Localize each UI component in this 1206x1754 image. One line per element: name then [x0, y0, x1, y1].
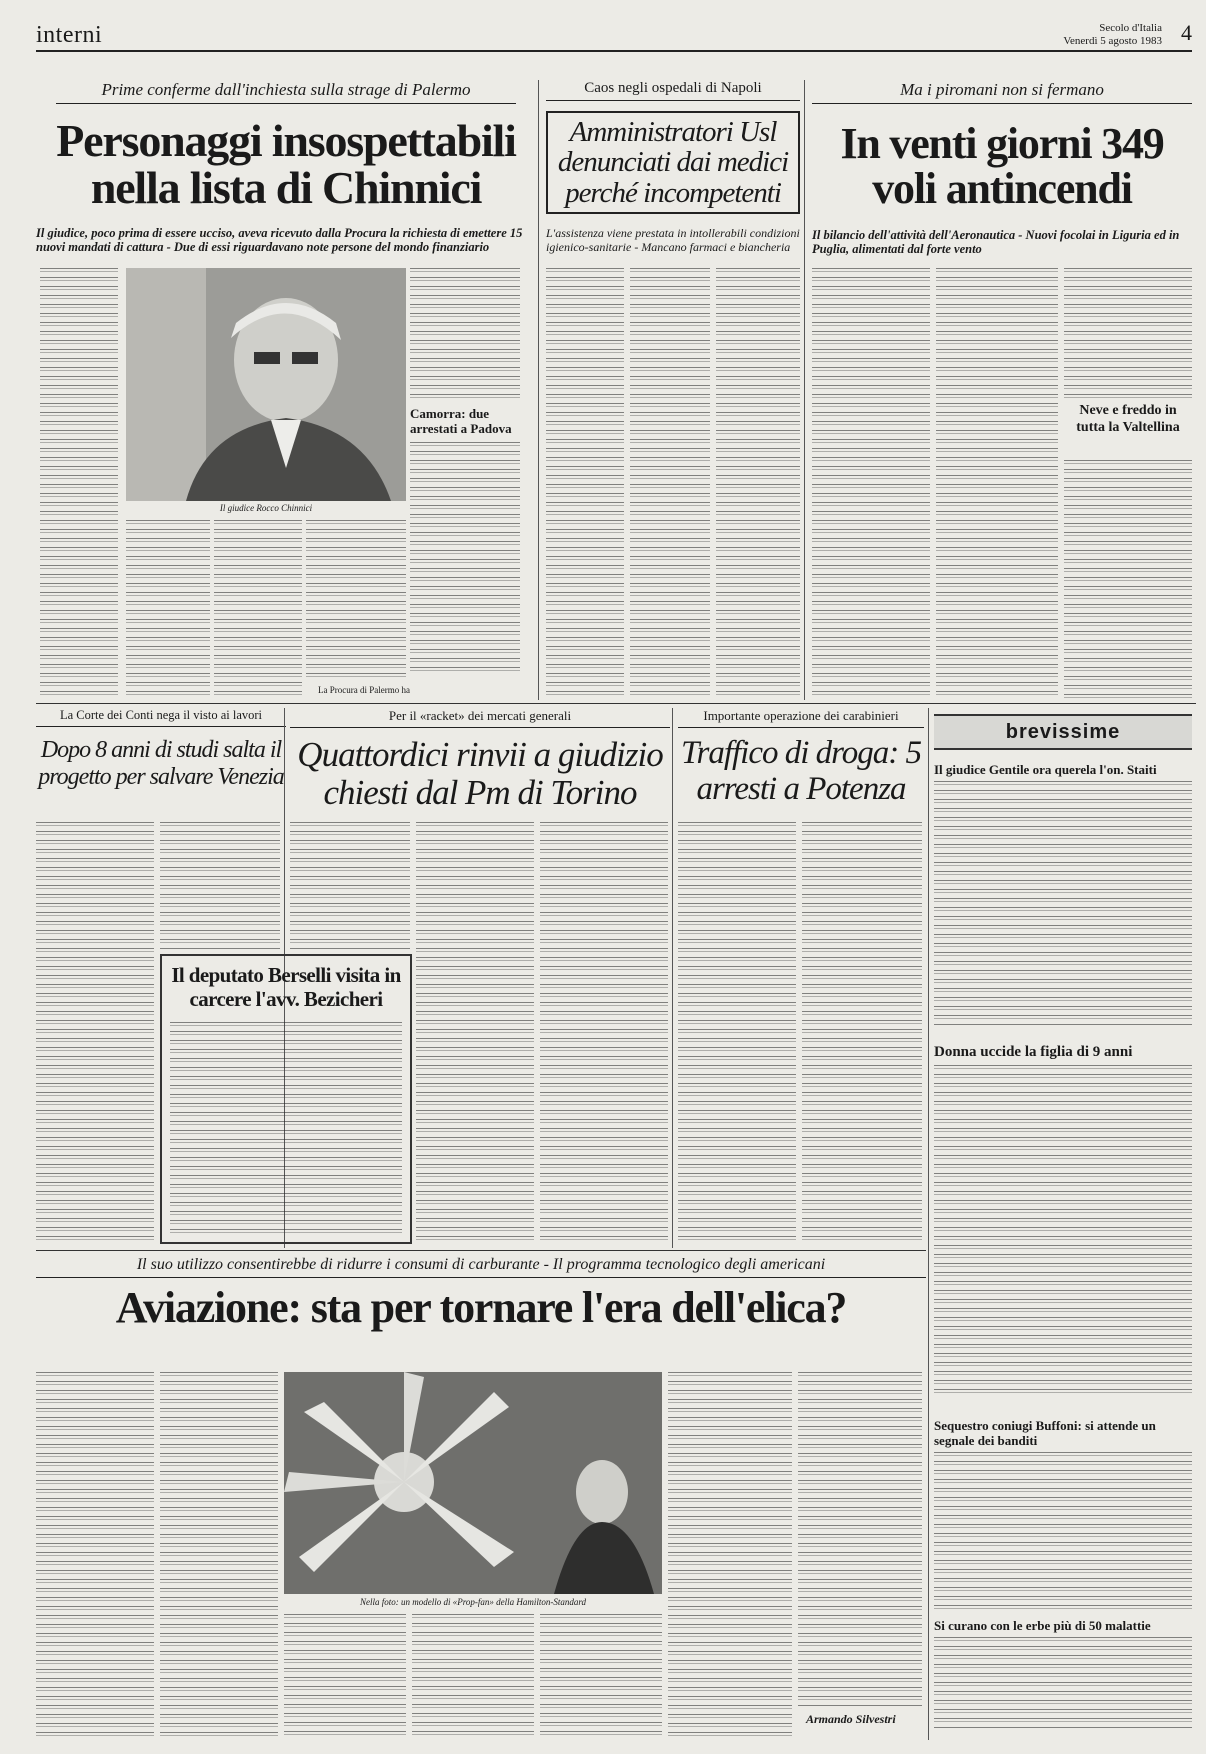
- article-potenza: [678, 708, 924, 807]
- text-column: [798, 1372, 922, 1706]
- text-column: [36, 822, 154, 1242]
- article-headline: Aviazione: sta per tornare l'era dell'elica?: [115, 1283, 847, 1332]
- box-title: Camorra: due arrestati a Padova: [410, 406, 512, 436]
- article-headline: Traffico di droga: 5 arresti a Potenza: [680, 735, 922, 807]
- photo-chinnici: [126, 268, 406, 501]
- text-column: [160, 822, 280, 950]
- article-headline: Quattordici rinvii a giudizio chiesti dal Pm di Torino: [297, 735, 663, 812]
- article-continuation: La Procura di Palermo ha: [318, 685, 410, 695]
- article-kicker: Importante operazione dei carabinieri: [678, 708, 924, 728]
- text-column: [36, 1372, 154, 1738]
- brief-item: [934, 1044, 1192, 1395]
- article-kicker: Ma i piromani non si fermano: [812, 80, 1192, 104]
- issue-meta: [1063, 22, 1162, 48]
- text-column: [934, 781, 1192, 1026]
- article-kicker: Per il «racket» dei mercati generali: [290, 708, 670, 728]
- article-kicker: Prime conferme dall'inchiesta sulla strage di Palermo: [56, 80, 516, 104]
- section-divider: [36, 703, 1196, 704]
- text-column: [678, 822, 796, 1242]
- column-rule: [928, 708, 929, 1740]
- article-headline: Il deputato Berselli visita in carcere l'avv. Bezicheri: [171, 963, 401, 1011]
- photo-caption: Nella foto: un modello di «Prop-fan» della Hamilton-Standard: [359, 1597, 587, 1607]
- text-column: [1064, 460, 1192, 698]
- brief-title: Il giudice Gentile ora querela l'on. Staiti: [934, 762, 1157, 777]
- text-column: [412, 1614, 534, 1738]
- article-deck: L'assistenza viene prestata in intollerabili condizioni igienico-sanitarie - Mancano farmaci e biancheria: [546, 226, 800, 255]
- column-rule: [538, 80, 539, 700]
- text-column: [934, 1637, 1192, 1729]
- article-deck: Il bilancio dell'attività dell'Aeronautica - Nuovi focolai in Liguria ed in Puglia, alimentati dal forte vento: [812, 227, 1180, 256]
- text-column: [716, 268, 800, 698]
- text-column: [1064, 268, 1192, 398]
- text-column: [540, 1614, 662, 1738]
- text-column: [934, 1452, 1192, 1612]
- text-column: [290, 822, 410, 950]
- article-deck: Il giudice, poco prima di essere ucciso, aveva ricevuto dalla Procura la richiesta di emettere 15 nuovi mandati di cattura - Due di essi riguardavano note persone del mondo finanziario: [36, 225, 523, 254]
- text-column: [668, 1372, 792, 1738]
- article-aviazione: [36, 1256, 926, 1331]
- section-divider: [36, 1250, 926, 1251]
- author-signature: Armando Silvestri: [806, 1712, 896, 1726]
- article-kicker: La Corte dei Conti nega il visto ai lavori: [36, 708, 286, 727]
- brevissime-header: brevissime: [934, 714, 1192, 750]
- photo-propfan: [284, 1372, 662, 1594]
- portrait-image: [126, 268, 406, 501]
- text-column: [410, 268, 520, 403]
- photo-caption: Il giudice Rocco Chinnici: [219, 503, 313, 513]
- brief-item: [934, 762, 1192, 1026]
- text-column: [170, 1022, 402, 1234]
- text-column: [214, 520, 302, 698]
- text-column: [160, 1372, 278, 1738]
- text-column: [410, 442, 520, 672]
- text-column: [416, 822, 534, 1242]
- box-berselli: [160, 954, 412, 1244]
- article-headline: Personaggi insospettabili nella lista di Chinnici: [56, 115, 516, 213]
- article-kicker: Il suo utilizzo consentirebbe di ridurre i consumi di carburante - Il programma tecnologico degli americani: [36, 1256, 926, 1278]
- article-kicker: Caos negli ospedali di Napoli: [546, 80, 800, 101]
- brief-item: [934, 1618, 1192, 1729]
- text-column: [934, 1065, 1192, 1395]
- propfan-image: [284, 1372, 662, 1594]
- masthead: [36, 20, 1192, 52]
- page-number: 4: [1181, 20, 1192, 45]
- box-camorra: [410, 406, 520, 696]
- brief-item: [934, 1418, 1192, 1612]
- brief-title: Donna uccide la figlia di 9 anni: [934, 1044, 1133, 1060]
- text-column: [630, 268, 710, 698]
- brief-title: Sequestro coniugi Buffoni: si attende un segnale dei banditi: [934, 1418, 1156, 1448]
- text-column: [802, 822, 922, 1242]
- text-column: [126, 520, 210, 698]
- box-title: Neve e freddo in tutta la Valtellina: [1076, 403, 1180, 435]
- text-column: [546, 268, 624, 698]
- article-headline: In venti giorni 349 voli antincendi: [840, 119, 1164, 213]
- article-venezia: [36, 708, 286, 791]
- text-column: [540, 822, 668, 1242]
- column-rule: [804, 80, 805, 700]
- text-column: [284, 1614, 406, 1738]
- text-column: [306, 520, 406, 680]
- article-torino: [290, 708, 670, 812]
- paper-name: Secolo d'Italia: [1099, 22, 1162, 34]
- article-headline: Amministratori Usl denunciati dai medici perché incompetenti: [546, 111, 800, 214]
- column-rule: [672, 708, 673, 1248]
- text-column: [936, 268, 1058, 698]
- section-name: interni: [36, 22, 103, 48]
- issue-date: Venerdì 5 agosto 1983: [1063, 35, 1162, 47]
- brief-title: Si curano con le erbe più di 50 malattie: [934, 1618, 1151, 1633]
- text-column: [40, 268, 118, 698]
- text-column: [812, 268, 930, 698]
- article-headline: Dopo 8 anni di studi salta il progetto per salvare Venezia: [38, 737, 284, 790]
